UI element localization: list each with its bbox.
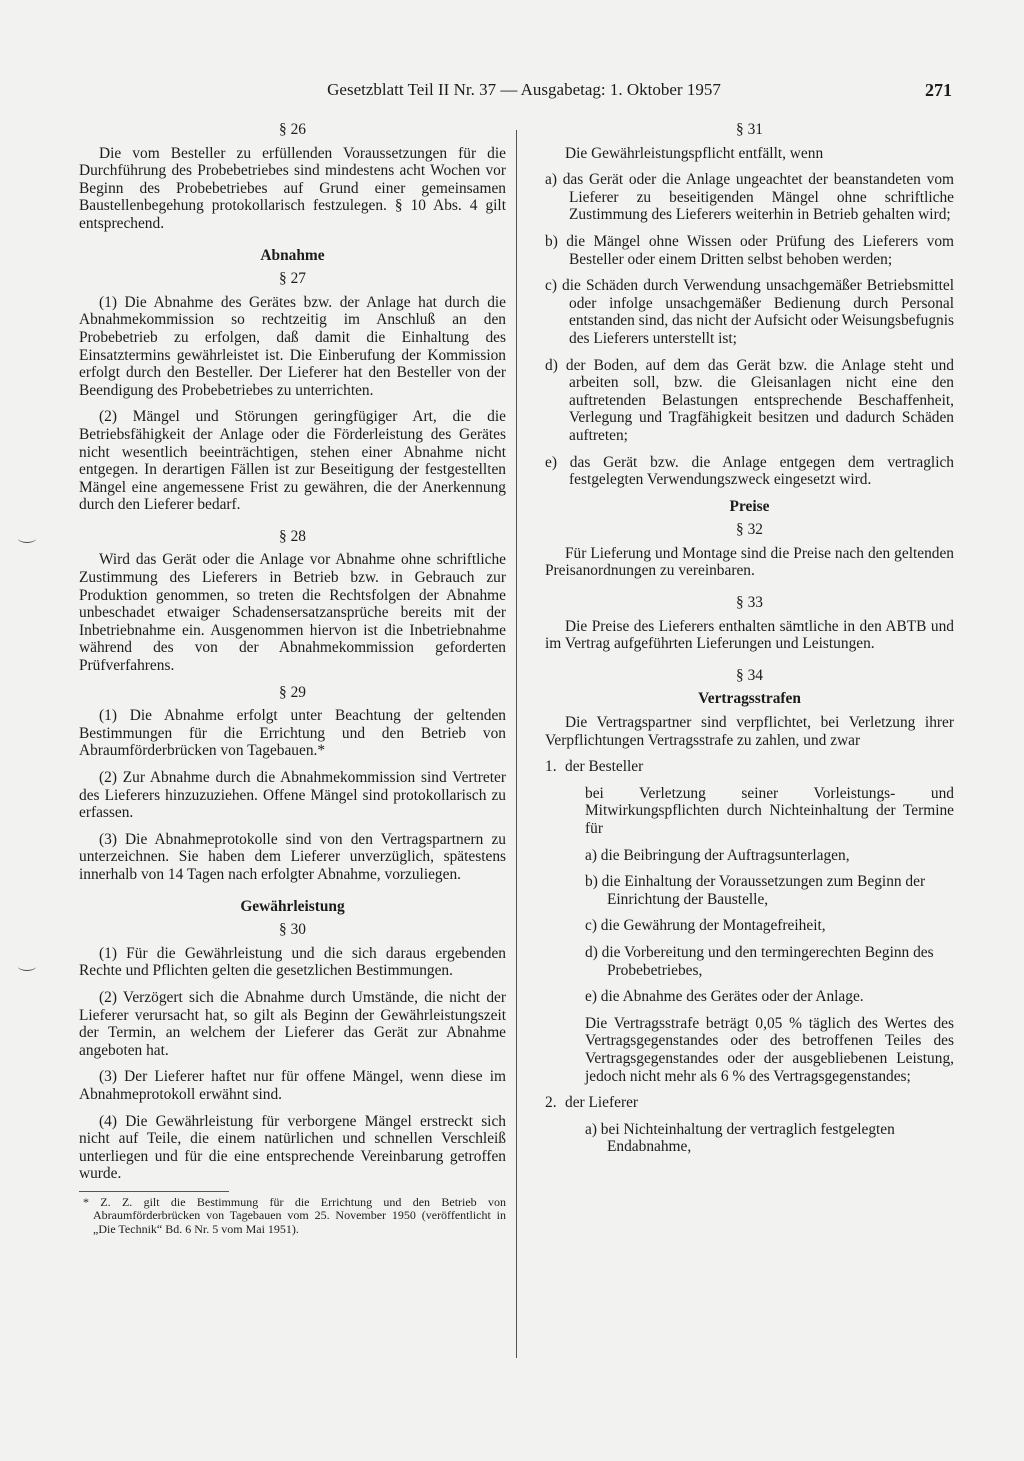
item-2-sub-a: a) bei Nichteinhaltung der vertraglich festgelegten Endabnahme, <box>585 1120 895 1156</box>
section-33-title: § 33 <box>736 594 763 612</box>
section-30-paragraph-3: (3) Der Lieferer haftet nur für offene Mängel, wenn diese im Abnahmeprotokoll erwähnt sind. <box>79 1068 506 1103</box>
section-30-paragraph-4: (4) Die Gewährleistung für verborgene Mängel erstreckt sich nicht auf Teile, die einem natürlichen und schnellen Verschleiß unterliegen und für die eine entsprechende Vereinbarung getroffen wurde. <box>79 1112 506 1183</box>
section-33-text: Die Preise des Lieferers enthalten sämtliche in den ABTB und im Vertrag aufgeführten Lieferungen und Leistungen. <box>545 617 954 653</box>
list-item-besteller <box>545 758 954 1085</box>
section-32-text: Für Lieferung und Montage sind die Preise nach den geltenden Preisanordnungen zu vereinbaren. <box>545 544 954 580</box>
section-26-title: § 26 <box>279 121 306 138</box>
page-header <box>96 80 952 100</box>
footnote: * Z. Z. gilt die Bestimmung für die Errichtung und den Betrieb von Abraumförderbrücken von Tagebauen vom 25. November 1950 (veröffentlicht in „Die Technik“ Bd. 6 Nr. 5 vom Mai 1951). <box>83 1194 506 1236</box>
item-2-label: 2. <box>545 1094 557 1112</box>
heading-gewaehrleistung: Gewährleistung <box>240 897 345 915</box>
section-30-paragraph-2: (2) Verzögert sich die Abnahme durch Umstände, die nicht der Lieferer verursacht hat, so gilt als Beginn der Gewährleistungszeit der Termin, an welchem der Lieferer das Gerät zur Abnahme angeboten hat. <box>79 988 506 1059</box>
section-31-title: § 31 <box>736 121 763 138</box>
left-column <box>79 121 506 1236</box>
column-divider <box>516 130 517 1358</box>
section-29-paragraph-1: (1) Die Abnahme erfolgt unter Beachtung der geltenden Bestimmungen für die Errichtung und den Betrieb von Abraumförderbrücken von Tagebauen.* <box>79 707 506 760</box>
page-number: 271 <box>925 80 952 100</box>
section-30-paragraph-1: (1) Für die Gewährleistung und die sich daraus ergebenden Rechte und Pflichten gelten die gesetzlichen Bestimmungen. <box>79 944 506 980</box>
section-27-paragraph-1: (1) Die Abnahme des Gerätes bzw. der Anlage hat durch die Abnahmekommission so rechtzeitig im Anschluß an den Probebetrieb zu erfolgen, daß damit die Einhaltung des Einsatztermins gewährleistet ist. Die Einberufung der Kommission erfolgt durch den Besteller. Der Lieferer hat den Besteller von der Beendigung des Probebetriebes zu unterrichten. <box>79 293 506 399</box>
section-31-intro: Die Gewährleistungspflicht entfällt, wenn <box>565 144 824 162</box>
header-title: Gesetzblatt Teil II Nr. 37 — Ausgabetag: 1. Oktober 1957 <box>327 80 721 99</box>
section-26-text: Die vom Besteller zu erfüllenden Voraussetzungen für die Durchführung des Probebetriebes sind mindestens acht Wochen vor Beginn des Probebetriebes auf Grund einer gemeinsamen Baustellenbegehung protokollarisch festzulegen. § 10 Abs. 4 gilt entsprechend. <box>79 144 506 232</box>
section-31-item-e: e) das Gerät bzw. die Anlage entgegen dem vertraglich festgelegten Verwendungszweck eingesetzt wird. <box>545 453 954 489</box>
item-1-penalty: Die Vertragsstrafe beträgt 0,05 % täglich des Wertes des Vertragsgegenstandes oder des betroffenen Teiles des Vertragsgegenstandes oder der ausgebliebenen Leistung, jedoch nicht mehr als 6 % des Vertragsgegenstandes; <box>585 1014 954 1085</box>
section-28-text: Wird das Gerät oder die Anlage vor Abnahme ohne schriftliche Zustimmung des Lieferers in Betrieb bzw. in Gebrauch zur Produktion genommen, so treten die Rechtsfolgen der Abnahme unbeschadet etwaiger Schadensersatzansprüche bereits mit der Inbetriebnahme ein. Ausgenommen hiervon ist die Inbetriebnahme während des von der Abnahmekommission geforderten Prüfverfahrens. <box>79 551 506 675</box>
item-1-sub-a: a) die Beibringung der Auftragsunterlagen, <box>585 846 850 864</box>
section-28-title: § 28 <box>279 527 306 545</box>
section-27-title: § 27 <box>279 270 306 288</box>
section-29-title: § 29 <box>279 683 306 701</box>
footnote-rule <box>79 1191 229 1192</box>
section-31-item-a: a) das Gerät oder die Anlage ungeachtet der beanstandeten vom Lieferer zu beseitigenden Mängel ohne schriftliche Zustimmung des Lieferers weiterhin in Betrieb gehalten wird; <box>545 171 954 224</box>
right-column <box>545 121 954 1156</box>
section-29-paragraph-3: (3) Die Abnahmeprotokolle sind von den Vertragspartnern zu unterzeichnen. Sie haben dem Lieferer unverzüglich, spätestens innerhalb von 14 Tagen nach erfolgter Abnahme, vorzuliegen. <box>79 830 506 883</box>
item-1-sub-d: d) die Vorbereitung und den termingerechten Beginn des Probebetriebes, <box>585 943 934 979</box>
heading-abnahme: Abnahme <box>260 246 325 264</box>
section-32-title: § 32 <box>736 521 763 539</box>
heading-vertragsstrafen: Vertragsstrafen <box>698 690 801 708</box>
section-29-paragraph-2: (2) Zur Abnahme durch die Abnahmekommission sind Vertreter des Lieferers hinzuzuziehen. Offene Mängel sind protokollarisch zu erfassen. <box>79 769 506 822</box>
section-34-intro: Die Vertragspartner sind verpflichtet, bei Verletzung ihrer Verpflichtungen Vertragsstrafe zu zahlen, und zwar <box>545 714 954 749</box>
section-27-paragraph-2: (2) Mängel und Störungen geringfügiger Art, die die Betriebsfähigkeit der Anlage oder die Förderleistung des Gerätes nicht wesentlich beeinträchtigen, stehen einer Abnahme nicht entgegen. In derartigen Fällen ist zur Beseitigung der festgestellten Mängel eine angemessene Frist zu gewähren, die der Anerkennung durch den Lieferer bedarf. <box>79 408 506 514</box>
item-1-label: 1. <box>545 758 557 776</box>
section-30-title: § 30 <box>279 921 306 939</box>
margin-mark <box>18 534 36 543</box>
item-1-sub-c: c) die Gewährung der Montagefreiheit, <box>585 917 826 935</box>
margin-mark <box>18 962 36 971</box>
section-31-item-c: c) die Schäden durch Verwendung unsachgemäßer Betriebsmittel oder infolge unsachgemäßer Bedienung durch Personal entstanden sind, das nicht der Aufsicht oder Weisungsbefugnis des Lieferers unterstellt ist; <box>545 277 954 347</box>
item-1-sub-e: e) die Abnahme des Gerätes oder der Anlage. <box>585 988 864 1006</box>
heading-preise: Preise <box>729 497 770 515</box>
section-31-item-d: d) der Boden, auf dem das Gerät bzw. die Anlage steht und arbeiten soll, bzw. die Gleisanlagen nicht eine den auftretenden Belastungen entsprechende Beschaffenheit, Verlegung und Tragfähigkeit besitzen und dadurch Schäden auftreten; <box>545 356 954 444</box>
item-1-text: bei Verletzung seiner Vorleistungs- und Mitwirkungspflichten durch Nichteinhaltung der Termine für <box>585 784 954 837</box>
section-31-item-b: b) die Mängel ohne Wissen oder Prüfung des Lieferers vom Besteller oder einem Dritten selbst behoben werden; <box>545 232 954 268</box>
item-1-title: der Besteller <box>565 758 644 776</box>
item-2-title: der Lieferer <box>565 1094 639 1112</box>
section-34-title: § 34 <box>736 666 763 684</box>
list-item-lieferer <box>545 1094 954 1156</box>
item-1-sub-b: b) die Einhaltung der Voraussetzungen zum Beginn der Einrichtung der Baustelle, <box>585 873 926 908</box>
